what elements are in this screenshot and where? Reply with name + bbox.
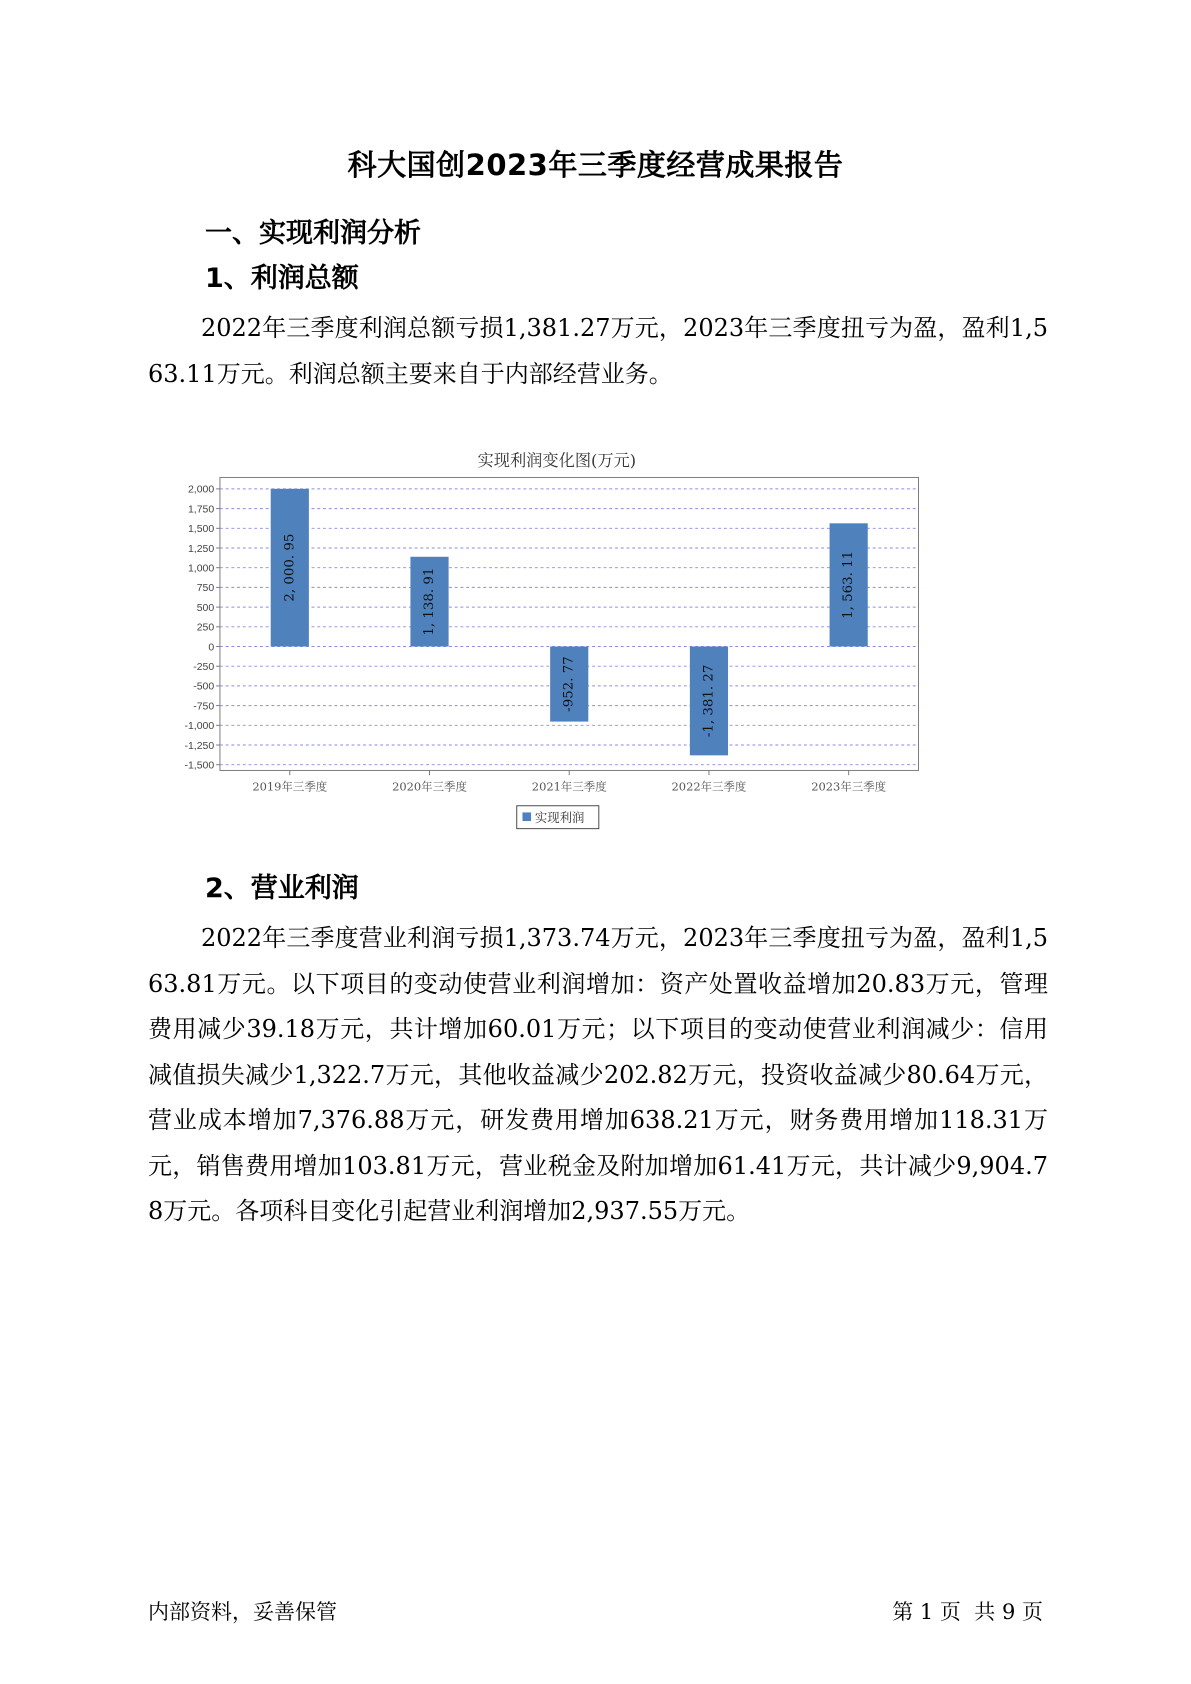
y-tick-label: -750 [193,701,215,713]
bar-data-label: -1, 381. 27 [701,664,717,738]
y-tick-label: -1,500 [184,760,215,772]
y-tick-label: 750 [196,583,215,595]
x-tick-label: 2023年三季度 [811,779,887,794]
y-tick-label: 1,500 [187,524,215,536]
y-tick-label: 1,750 [187,504,215,516]
paragraph-total-profit: 2022年三季度利润总额亏损1,381.27万元，2023年三季度扭亏为盈，盈利1,563.11万元。利润总额主要来自于内部经营业务。 [148,314,1048,388]
y-tick-label: 1,250 [187,543,215,555]
legend [517,806,599,829]
x-tick-label: 2019年三季度 [252,779,328,794]
legend-swatch [522,812,531,821]
y-axis-ticks [184,485,219,772]
bar-data-label: -952. 77 [561,656,577,712]
paragraph-operating-profit: 2022年三季度营业利润亏损1,373.74万元，2023年三季度扭亏为盈，盈利1,563.81万元。以下项目的变动使营业利润增加：资产处置收益增加20.83万元，管理费用减少39.18万元，共计增加60.01万元；以下项目的变动使营业利润减少：信用减值损失减少1,322.7万元，其他收益减少202.82万元，投资收益减少80.64万元，营业成本增加7,376.88万元，研发费用增加638.21万元，财务费用增加118.31万元，销售费用增加103.81万元，营业税金及附加增加61.41万元，共计减少9,904.78万元。各项科目变化引起营业利润增加2,937.55万元。 [148,924,1048,1225]
profit-chart [160,445,1030,905]
y-tick-label: -1,250 [184,740,215,752]
legend-label: 实现利润 [534,809,585,825]
footer-page-number: 第 1 页 共 9 页 [892,1600,1043,1624]
subsection-heading-total-profit: 1、利润总额 [205,263,359,294]
bar-data-label: 1, 563. 11 [841,550,857,619]
chart-title: 实现利润变化图(万元) [477,450,637,470]
section-heading-profit-analysis: 一、实现利润分析 [205,218,421,249]
y-tick-label: 250 [196,622,215,634]
y-tick-label: -1,000 [184,721,215,733]
x-tick-label: 2021年三季度 [531,779,607,794]
footer-confidential-note: 内部资料，妥善保管 [148,1600,337,1624]
subsection-heading-operating-profit: 2、营业利润 [205,873,359,904]
x-axis-ticks [252,770,886,793]
bar-data-label: 2, 000. 95 [282,533,298,602]
x-tick-label: 2020年三季度 [392,779,467,794]
y-tick-label: 0 [208,642,215,654]
y-tick-label: 500 [196,602,215,614]
plot-area [220,477,919,770]
bar-data-label: 1, 138. 91 [422,567,438,636]
y-tick-label: 2,000 [187,484,215,496]
profit-chart-svg [160,445,1030,905]
x-tick-label: 2022年三季度 [671,779,747,794]
report-title: 科大国创2023年三季度经营成果报告 [347,148,844,182]
y-tick-label: 1,000 [187,563,215,575]
y-tick-label: -500 [193,681,215,693]
y-tick-label: -250 [193,662,215,674]
